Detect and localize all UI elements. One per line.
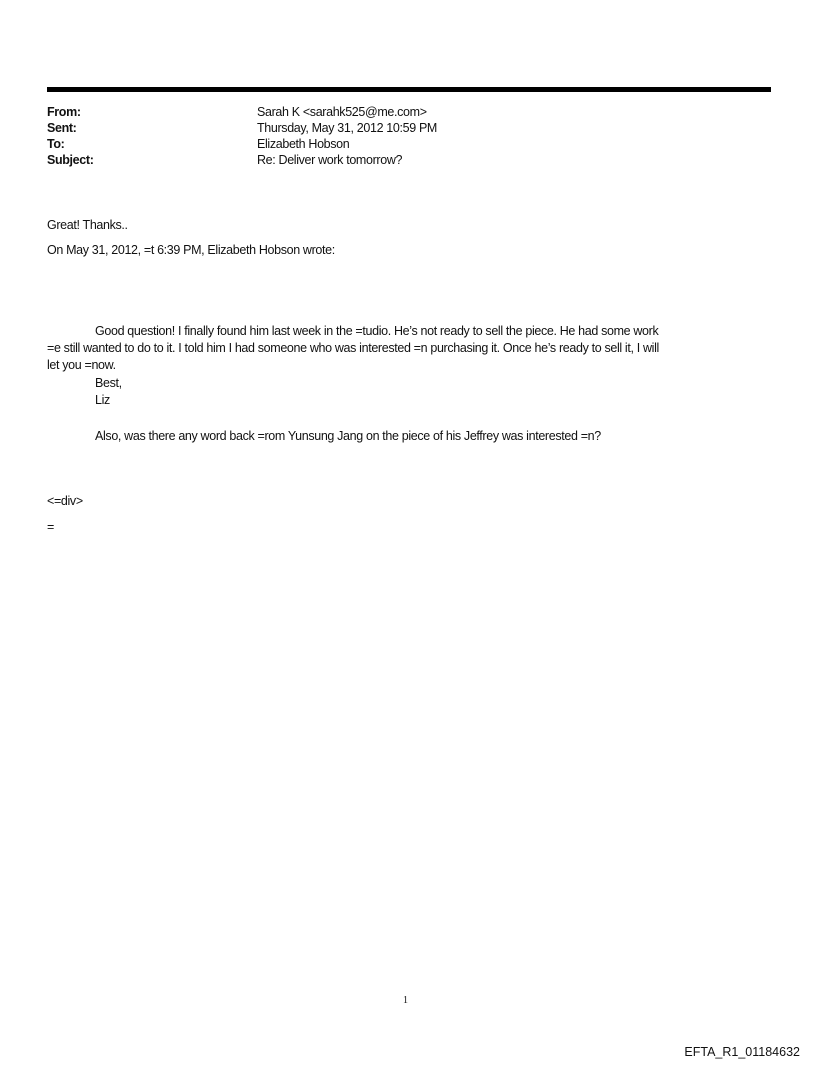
trailer-equals: = [47,520,54,534]
subject-label: Subject: [47,153,94,167]
signature: Liz [95,393,110,407]
to-label: To: [47,137,65,151]
from-label: From: [47,105,81,119]
quoted-line: let you =now. [47,358,116,372]
document-id: EFTA_R1_01184632 [684,1045,800,1059]
followup-line: Also, was there any word back =rom Yunsung Jang on the piece of his Jeffrey was interested =n? [95,429,601,443]
header-rule [47,87,771,92]
trailer-div: <=div> [47,494,83,508]
reply-text: Great! Thanks.. [47,218,128,232]
page-number: 1 [403,995,408,1006]
to-value: Elizabeth Hobson [257,137,350,151]
signoff: Best, [95,376,122,390]
attribution-line: On May 31, 2012, =t 6:39 PM, Elizabeth Hobson wrote: [47,243,335,257]
from-value: Sarah K <sarahk525@me.com> [257,105,427,119]
sent-value: Thursday, May 31, 2012 10:59 PM [257,121,437,135]
sent-label: Sent: [47,121,77,135]
quoted-line: Good question! I finally found him last week in the =tudio. He’s not ready to sell the piece. He had some work [95,324,659,338]
subject-value: Re: Deliver work tomorrow? [257,153,403,167]
quoted-line: =e still wanted to do to it. I told him I had someone who was interested =n purchasing it. Once he’s ready to sell it, I will [47,341,659,355]
